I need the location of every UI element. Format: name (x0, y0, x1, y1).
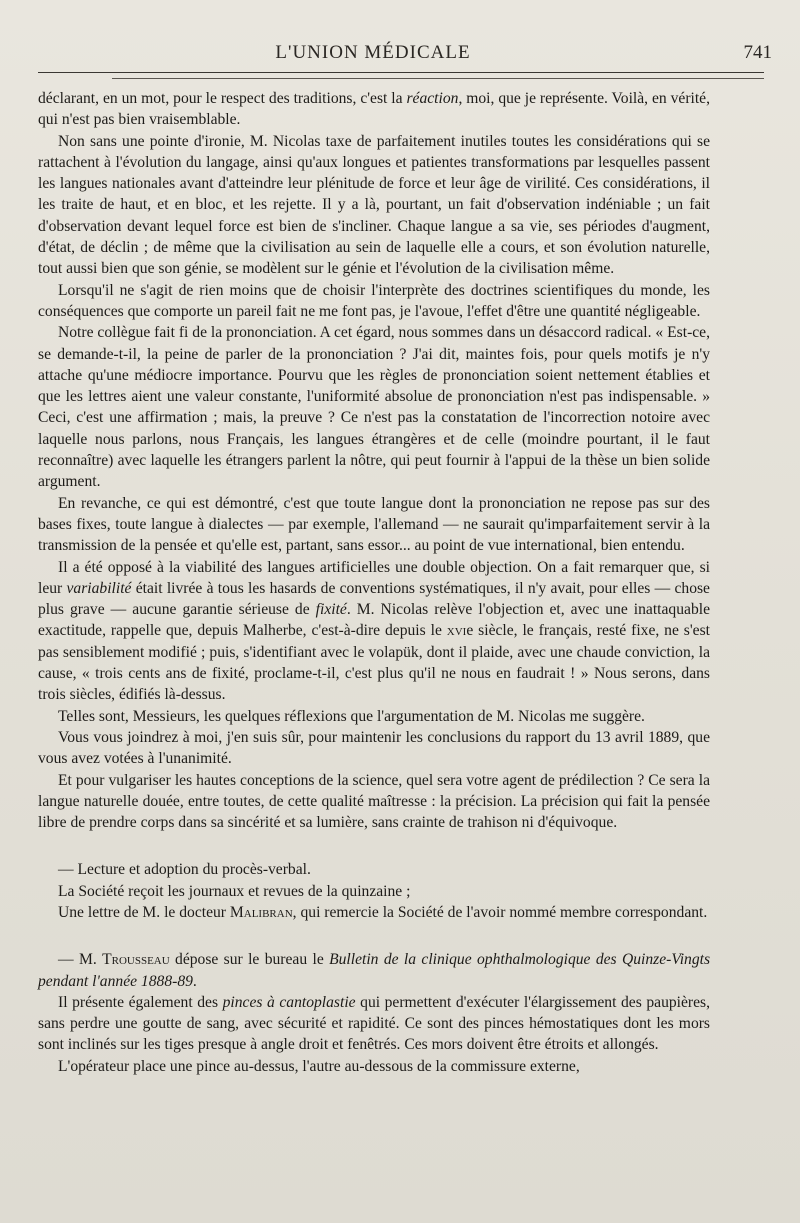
italic-text: Bulletin de la clinique ophthalmologique des Quinze-Vingts pendant l'année 1888-89 (38, 951, 711, 990)
paragraph-text: — Lecture et adoption du procès-verbal. (58, 861, 311, 879)
paragraph (38, 949, 710, 992)
paragraph-text: Vous vous joindrez à moi, j'en suis sûr, pour maintenir les conclusions du rapport du 13 avril 1889, que vous avez votées à l'unanimité. (38, 728, 710, 768)
paragraph-text: . (192, 972, 197, 990)
paragraph (38, 280, 710, 323)
paragraph-text: , moi, que je représente. Voilà, en vérité, qui n'est pas bien vraisemblable. (38, 90, 710, 129)
paragraph (38, 1056, 710, 1077)
paragraph (38, 727, 710, 770)
paragraph-text: Non sans une pointe d'ironie, M. Nicolas taxe de parfaitement inutiles toutes les considérations qui se rattachent à l'évolution du langage, ainsi qu'aux longues et patientes transformations par lesquelles passent les langues nationales avant d'atteindre leur plénitude de force et leur âge de virilité. Ces considérations, il les traite de haut, et en bloc, et les rejette. Il y a là, pourtant, un fait d'observation indéniable ; un fait d'observation devant lequel force est bien de s'incliner. Chaque langue a sa vie, ses périodes d'augment, d'état, de déclin ; de même que la civilisation au sein de laquelle elle a cours, et son évolution naturelle, tout aussi bien que son génie, se modèlent sur le génie et l'évolution de la civilisation même. (38, 132, 710, 278)
paragraph-text: Une lettre de M. le docteur (58, 903, 230, 921)
paragraph-text: était livrée à tous les hasards de conventions systématiques, il n'y avait, pour elles — chose plus grave — aucune garantie sérieuse de (38, 579, 710, 619)
paragraph (38, 322, 710, 492)
paragraph (38, 770, 710, 834)
paragraph (38, 131, 710, 280)
paragraph-text: déclarant, en un mot, pour le respect des traditions, c'est la (38, 90, 407, 107)
small-caps-text: Trousseau (102, 951, 170, 969)
paragraph-text: — M. (58, 951, 103, 969)
header-rule-thin (112, 78, 764, 79)
paragraph (38, 992, 710, 1056)
paragraph-text: L'opérateur place une pince au-dessus, l'autre au-dessous de la commissure externe, (58, 1057, 580, 1075)
paragraph-text: Notre collègue fait fi de la prononciation. A cet égard, nous sommes dans un désaccord radical. « Est-ce, se demande-t-il, la peine de parler de la prononciation ? J'ai dit, maintes fois, pour quels motifs je n'y attache qu'une médiocre importance. Pourvu que les règles de prononciation soient nettement établies et que les lettres aient une valeur constante, l'uniformité absolue de prononciation n'est pas indispensable. » Ceci, c'est une affirmation ; mais, la preuve ? Ce n'est pas la constatation de l'incorrection notoire avec laquelle nous parlons, nous Français, les langues étrangères et de celle (moindre pourtant, il le faut reconnaître) avec laquelle les étrangers parlent la nôtre, qui peut fournir à l'appui de la thèse un bien solide argument. (38, 324, 710, 491)
paragraph-text: . M. Nicolas relève l'objection et, avec une inattaquable exactitude, rappelle que, depuis Malherbe, c'est-à-dire depuis le (38, 601, 710, 640)
paragraph-text: En revanche, ce qui est démontré, c'est que toute langue dont la prononciation ne repose pas sur des bases fixes, toute langue à dialectes — par exemple, l'allemand — ne saurait qu'imparfaitement servir à la transmission de la pensée et qu'elle est, partant, sans essor... au point de vue international, bien entendu. (38, 494, 710, 555)
paragraph-text: Et pour vulgariser les hautes conceptions de la science, quel sera votre agent de prédilection ? Ce sera la langue naturelle douée, entre toutes, de cette qualité maîtresse : la précision. La précision qui fait la pensée libre de prendre corps dans sa sincérité et sa lumière, sans crainte de trahison ni d'équivoque. (38, 771, 710, 832)
paragraph (38, 88, 710, 131)
paragraph-text: La Société reçoit les journaux et revues de la quinzaine ; (58, 882, 411, 900)
paragraph (38, 902, 710, 923)
italic-text: fixité (315, 601, 347, 619)
italic-text: pinces à cantoplastie (222, 993, 356, 1011)
page-number: 741 (743, 42, 772, 63)
body-text (38, 88, 710, 1077)
paragraph (38, 493, 710, 557)
italic-text: variabilité (66, 579, 132, 597)
paragraph (38, 557, 710, 706)
paragraph-text: Lorsqu'il ne s'agit de rien moins que de choisir l'interprète des doctrines scientifiques du monde, les conséquences que comporte un pareil fait ne me font pas, je l'avoue, l'effet d'être une quantité négligeable. (38, 281, 710, 320)
paragraph (38, 706, 710, 727)
paragraph (38, 881, 710, 902)
paragraph-text: dépose sur le bureau le (169, 951, 330, 969)
running-head: L'UNION MÉDICALE (275, 42, 471, 63)
page-header (38, 42, 772, 72)
header-rule (38, 72, 764, 73)
paragraph-text: qui permettent d'exécuter l'élargissement des paupières, sans perdre une goutte de sang, avec sécurité et rapidité. Ce sont des pinces hémostatiques dont les mors sont inclinés sur les tiges presque à angle droit et fenêtrés. Ces mors doivent être étroits et allongés. (38, 993, 710, 1054)
paragraph-text: Il a été opposé à la viabilité des langues artificielles une double objection. On a fait remarquer que, si leur (38, 558, 710, 597)
italic-text: réaction (406, 90, 459, 107)
paragraph-text: Il présente également des (58, 993, 223, 1011)
paragraph-text: e siècle, le français, resté fixe, ne s'est pas sensiblement modifié ; puis, s'identifiant avec le volapük, dont il plaide, avec une chaude conviction, la cause, « trois cents ans de fixité, proclame-t-il, c'est plus qu'il ne nous en faudrait ! » Nous serons, dans trois siècles, édifiés là-dessus. (38, 622, 710, 704)
small-caps-text: xvi (446, 622, 467, 640)
small-caps-text: Malibran (229, 903, 293, 921)
paragraph-text: , qui remercie la Société de l'avoir nommé membre correspondant. (292, 903, 708, 921)
paragraph (38, 859, 710, 880)
paragraph-text: Telles sont, Messieurs, les quelques réflexions que l'argumentation de M. Nicolas me suggère. (58, 707, 645, 725)
